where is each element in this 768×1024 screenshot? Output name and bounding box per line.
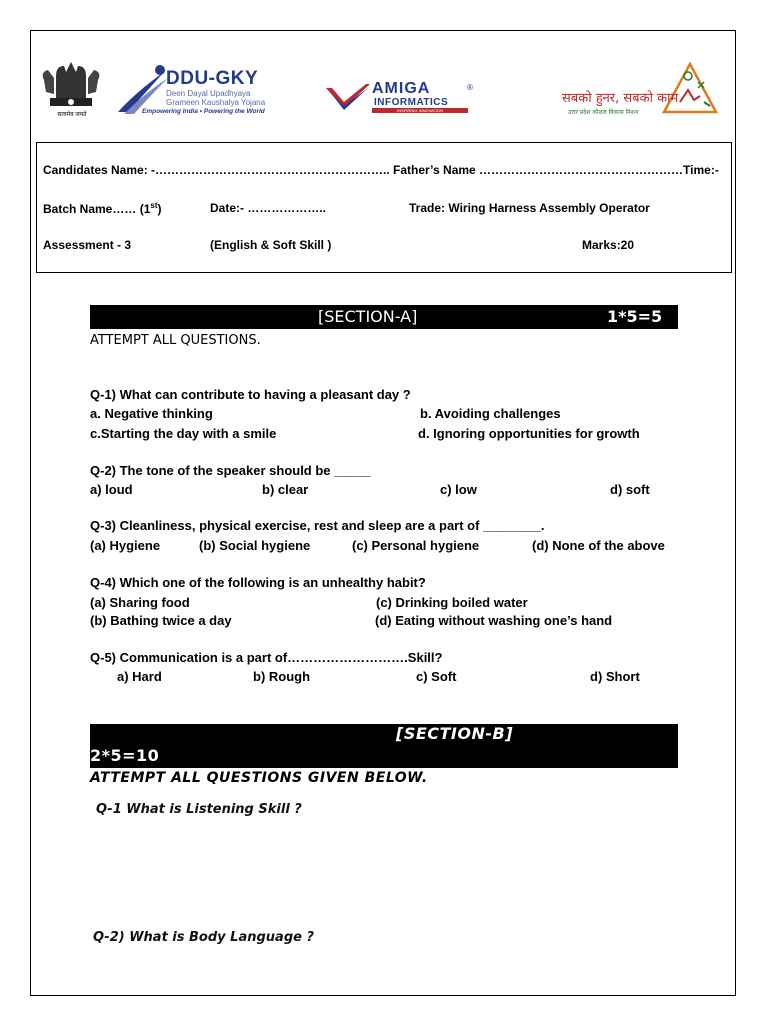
- section-b-title: [SECTION-B]: [396, 724, 514, 743]
- q4-option-a: (a) Sharing food: [90, 595, 190, 610]
- emblem-caption: सत्यमेव जयते: [57, 112, 87, 118]
- ddu-gky-tagline: Empowering India • Powering the World: [142, 108, 265, 115]
- q2-option-c: c) low: [440, 482, 477, 497]
- batch-close: ): [157, 202, 162, 216]
- q3-option-a: (a) Hygiene: [90, 538, 161, 553]
- section-a-instruction: ATTEMPT ALL QUESTIONS.: [90, 333, 261, 348]
- batch-name-label: Batch Name…… (1: [43, 202, 151, 216]
- amiga-name: AMIGA: [372, 80, 431, 97]
- amiga-registered-mark: ®: [467, 83, 473, 92]
- batch-name: [43, 201, 162, 216]
- q4-option-c: (c) Drinking boiled water: [376, 595, 528, 610]
- q3-option-b: (b) Social hygiene: [199, 538, 311, 553]
- section-a-marks: 1*5=5: [607, 307, 663, 326]
- section-b-instruction: ATTEMPT ALL QUESTIONS GIVEN BELOW.: [90, 770, 428, 786]
- q4-option-d: (d) Eating without washing one’s hand: [375, 613, 613, 628]
- q2-option-b: b) clear: [262, 482, 309, 497]
- section-b-question-2: Q-2) What is Body Language ?: [93, 930, 315, 945]
- skill-mission-subtitle: उत्तर प्रदेश कौशल विकास मिशन: [568, 109, 639, 116]
- section-b-marks: 2*5=10: [90, 746, 160, 765]
- date-field: Date:- ………………..: [210, 201, 327, 215]
- trade-field: Trade: Wiring Harness Assembly Operator: [409, 201, 650, 215]
- q1-option-c: c.Starting the day with a smile: [90, 426, 277, 441]
- q1-option-d: d. Ignoring opportunities for growth: [418, 426, 640, 441]
- q4-option-b: (b) Bathing twice a day: [90, 613, 232, 628]
- q3-option-d: (d) None of the above: [532, 538, 665, 553]
- ddu-gky-subtitle-2: Grameen Kaushalya Yojana: [166, 98, 266, 107]
- marks-field: Marks:20: [582, 238, 635, 252]
- section-b-question-1: Q-1 What is Listening Skill ?: [96, 802, 302, 817]
- q1-option-b: b. Avoiding challenges: [420, 406, 561, 421]
- section-a-title: [SECTION-A]: [318, 307, 418, 326]
- q1-option-a: a. Negative thinking: [90, 406, 213, 421]
- q2-option-d: d) soft: [610, 482, 650, 497]
- question-3: Q-3) Cleanliness, physical exercise, rest and sleep are a part of ________.: [90, 518, 545, 533]
- skill-mission-slogan: सबको हुनर, सबको काम: [562, 91, 679, 106]
- q2-option-a: a) loud: [90, 482, 133, 497]
- question-5: Q-5) Communication is a part of……………………….Skill?: [90, 650, 443, 665]
- q5-option-b: b) Rough: [253, 669, 311, 684]
- section-b-header-bar: [90, 724, 678, 768]
- q3-option-c: (c) Personal hygiene: [352, 538, 480, 553]
- q5-option-d: d) Short: [590, 669, 640, 684]
- amiga-tagline-band: INSPIRING INNOVATION: [372, 108, 468, 113]
- amiga-subtitle: INFORMATICS: [374, 97, 449, 108]
- section-a-header-bar: [90, 305, 678, 329]
- q5-option-a: a) Hard: [117, 669, 162, 684]
- q5-option-c: c) Soft: [416, 669, 457, 684]
- batch-superscript: st: [150, 201, 158, 210]
- question-2: Q-2) The tone of the speaker should be _____: [90, 463, 371, 478]
- subject-field: (English & Soft Skill ): [210, 238, 332, 252]
- question-1: Q-1) What can contribute to having a pleasant day ?: [90, 387, 411, 402]
- ddu-gky-subtitle-1: Deen Dayal Upadhyaya: [166, 89, 251, 98]
- amiga-check-mark-logo: [326, 84, 370, 110]
- question-4: Q-4) Which one of the following is an unhealthy habit?: [90, 575, 426, 590]
- assessment-field: Assessment - 3: [43, 238, 132, 252]
- state-emblem-logo: [36, 58, 106, 118]
- candidate-name-line: Candidates Name: -………………………………………………….. Father’s Name ……………………………………………Time:-: [43, 163, 719, 177]
- ddu-gky-title: DDU-GKY: [166, 68, 259, 89]
